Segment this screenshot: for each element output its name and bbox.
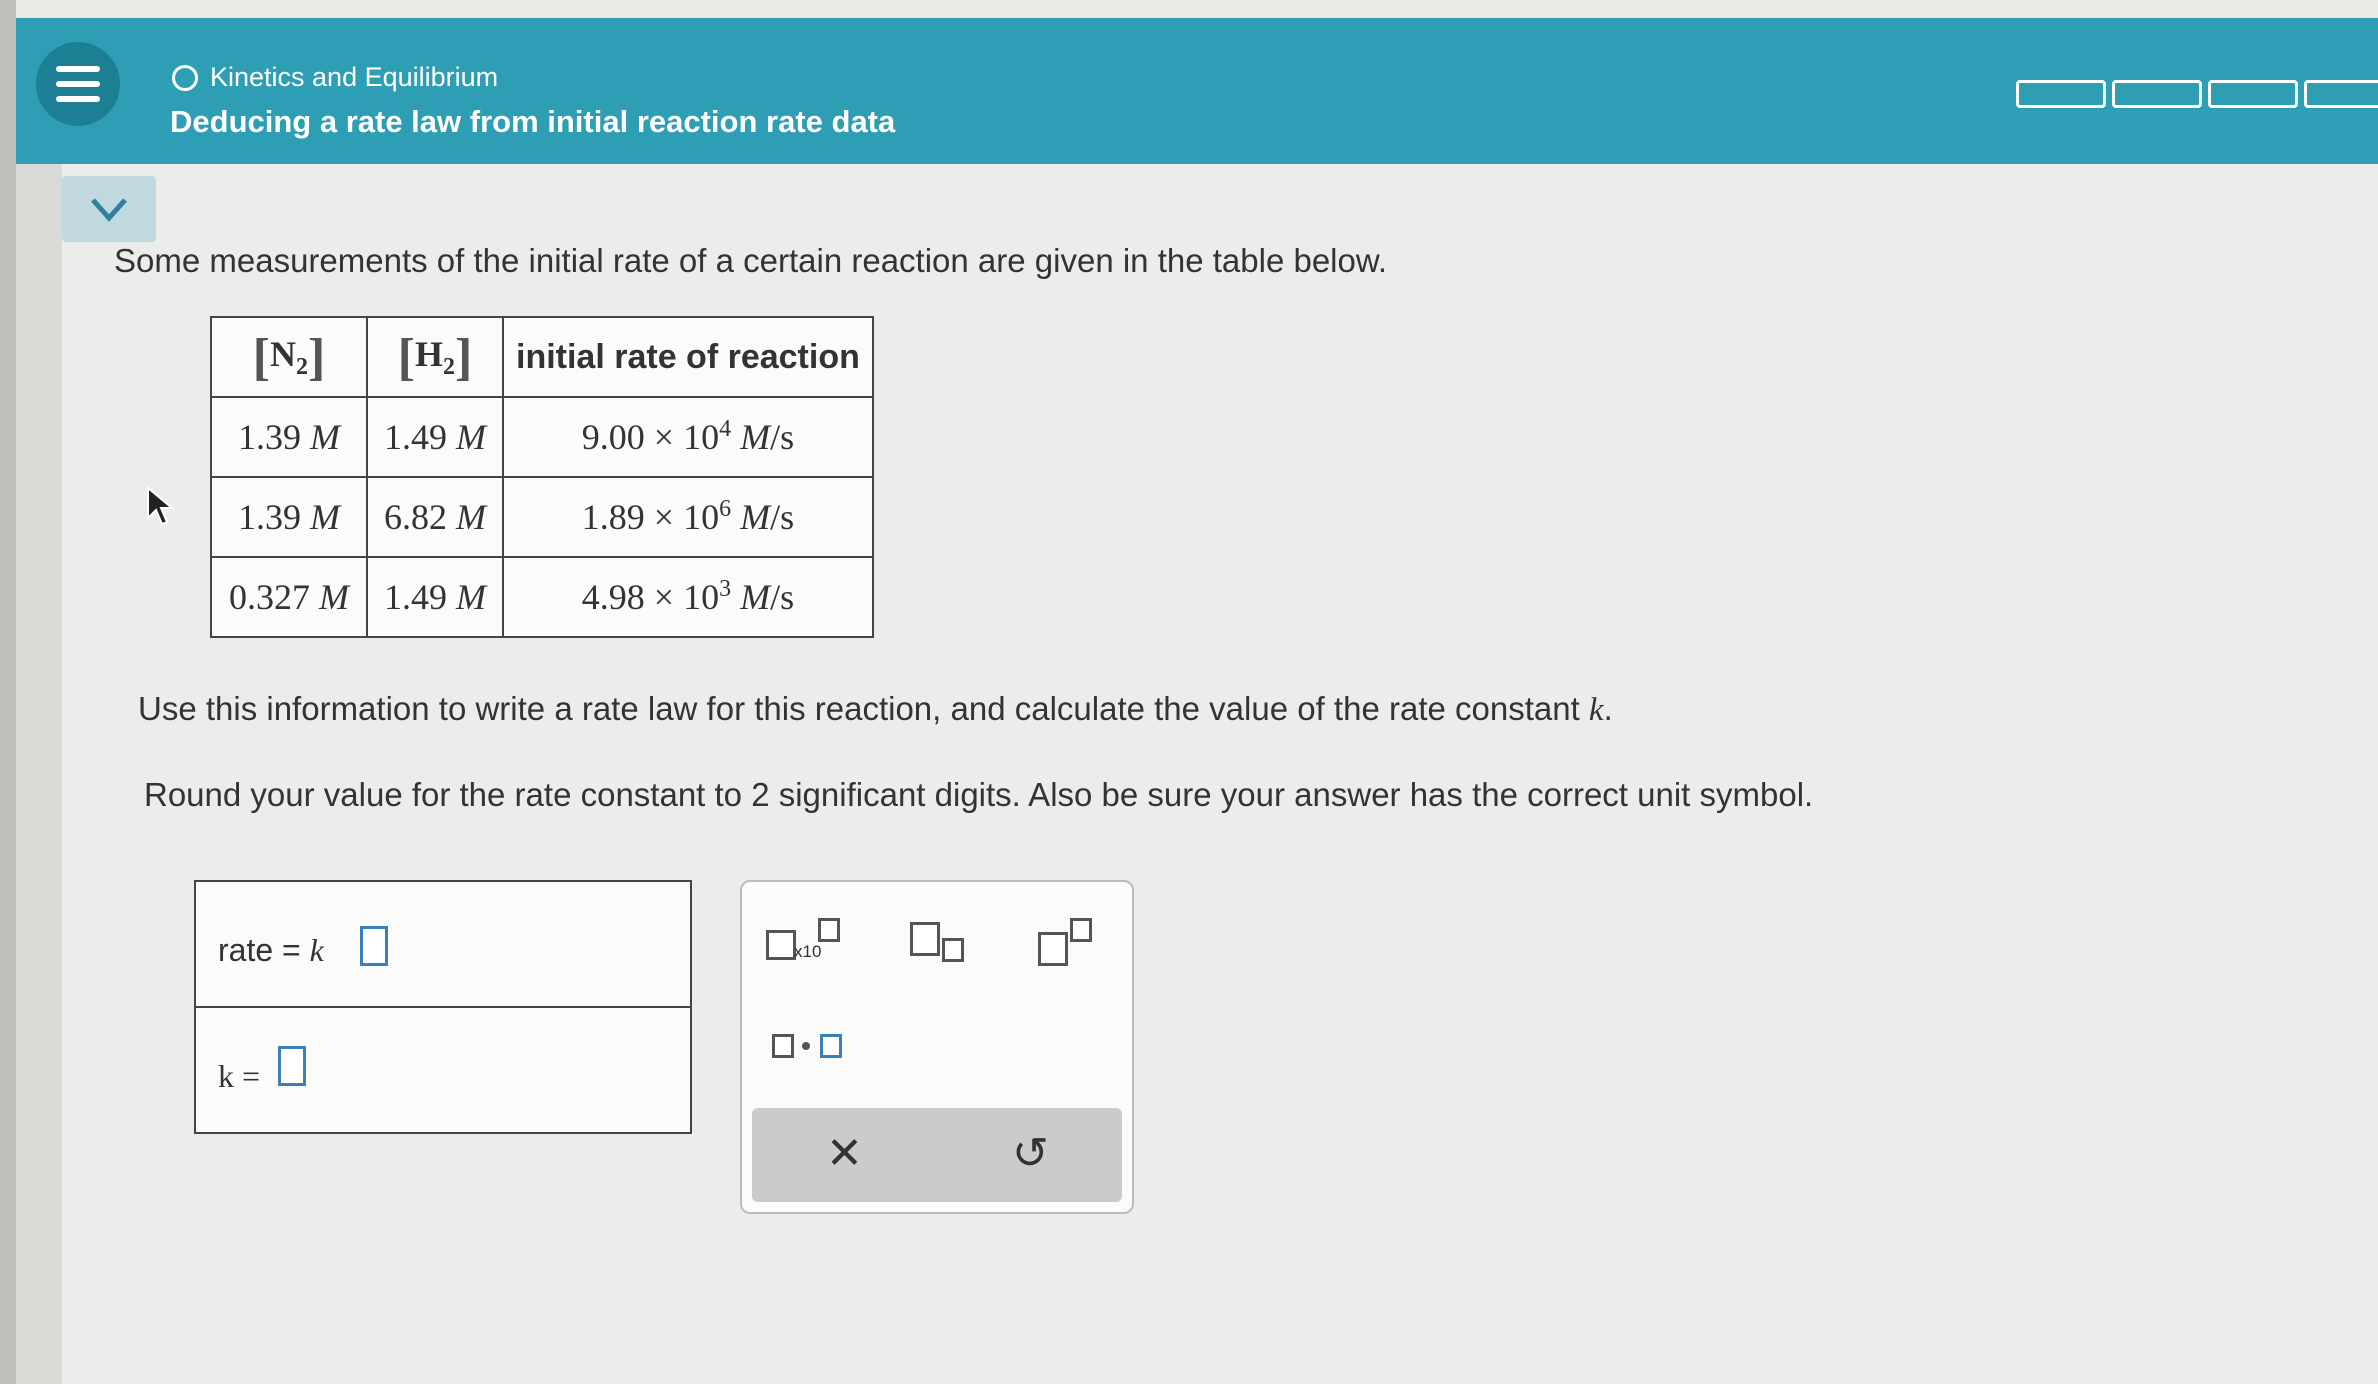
answer-box bbox=[194, 880, 692, 1134]
breadcrumb-label: Kinetics and Equilibrium bbox=[210, 62, 499, 92]
math-toolbar bbox=[740, 880, 1134, 1214]
sci-label: x10 bbox=[794, 942, 822, 961]
scientific-notation-button[interactable] bbox=[766, 918, 842, 968]
cell-h2: 1.49 M bbox=[367, 397, 503, 477]
rate-law-input[interactable] bbox=[360, 926, 388, 966]
left-strip bbox=[0, 0, 16, 1384]
rate-data-table bbox=[210, 316, 874, 638]
cell-rate: $1.89 \times 10^6$ M/s bbox=[503, 477, 873, 557]
instruction-rate-law: Use this information to write a rate law for this reaction, and calculate the value of the rate constant k. bbox=[138, 690, 1613, 728]
table-header-row bbox=[211, 317, 873, 397]
cell-n2: 0.327 M bbox=[211, 557, 367, 637]
progress-segment bbox=[2016, 80, 2106, 108]
menu-button[interactable] bbox=[36, 42, 120, 126]
cell-rate: $4.98 \times 10^3$ M/s bbox=[503, 557, 873, 637]
instruction-rounding: Round your value for the rate constant to 2 significant digits. Also be sure your answer has the correct unit symbol. bbox=[144, 776, 1814, 813]
top-strip bbox=[0, 0, 2378, 18]
breadcrumb bbox=[172, 62, 498, 93]
collapse-button[interactable] bbox=[62, 176, 156, 242]
header-rate: initial rate of reaction bbox=[503, 317, 873, 397]
rate-label: rate = k bbox=[218, 932, 324, 968]
subscript-button[interactable] bbox=[910, 918, 970, 968]
rate-law-row bbox=[196, 882, 690, 1008]
action-bar bbox=[752, 1108, 1122, 1202]
superscript-button[interactable] bbox=[1038, 918, 1098, 968]
k-input[interactable] bbox=[278, 1046, 306, 1086]
progress-indicator bbox=[2016, 80, 2378, 108]
topic-circle-icon bbox=[172, 65, 198, 91]
menu-icon bbox=[56, 66, 100, 102]
close-icon[interactable]: ✕ bbox=[826, 1129, 863, 1178]
k-label: k = bbox=[218, 1058, 261, 1094]
page-title: Deducing a rate law from initial reaction rate data bbox=[170, 104, 896, 139]
multiply-dot-button[interactable] bbox=[772, 1030, 852, 1060]
cell-h2: 6.82 M bbox=[367, 477, 503, 557]
progress-segment bbox=[2304, 80, 2378, 108]
table-row bbox=[211, 557, 873, 637]
k-row bbox=[196, 1008, 690, 1132]
mouse-cursor-icon bbox=[146, 486, 174, 526]
cell-n2: 1.39 M bbox=[211, 477, 367, 557]
question-intro: Some measurements of the initial rate of a certain reaction are given in the table below. bbox=[114, 242, 1388, 279]
header-n2: $[N_2]$ bbox=[211, 317, 367, 397]
cell-h2: 1.49 M bbox=[367, 557, 503, 637]
progress-segment bbox=[2208, 80, 2298, 108]
cell-n2: 1.39 M bbox=[211, 397, 367, 477]
chevron-down-icon bbox=[89, 196, 129, 222]
header-h2: $[H_2]$ bbox=[367, 317, 503, 397]
cell-rate: $9.00 \times 10^4$ M/s bbox=[503, 397, 873, 477]
table-row bbox=[211, 477, 873, 557]
progress-segment bbox=[2112, 80, 2202, 108]
undo-icon[interactable]: ↺ bbox=[1012, 1129, 1049, 1178]
table-row bbox=[211, 397, 873, 477]
